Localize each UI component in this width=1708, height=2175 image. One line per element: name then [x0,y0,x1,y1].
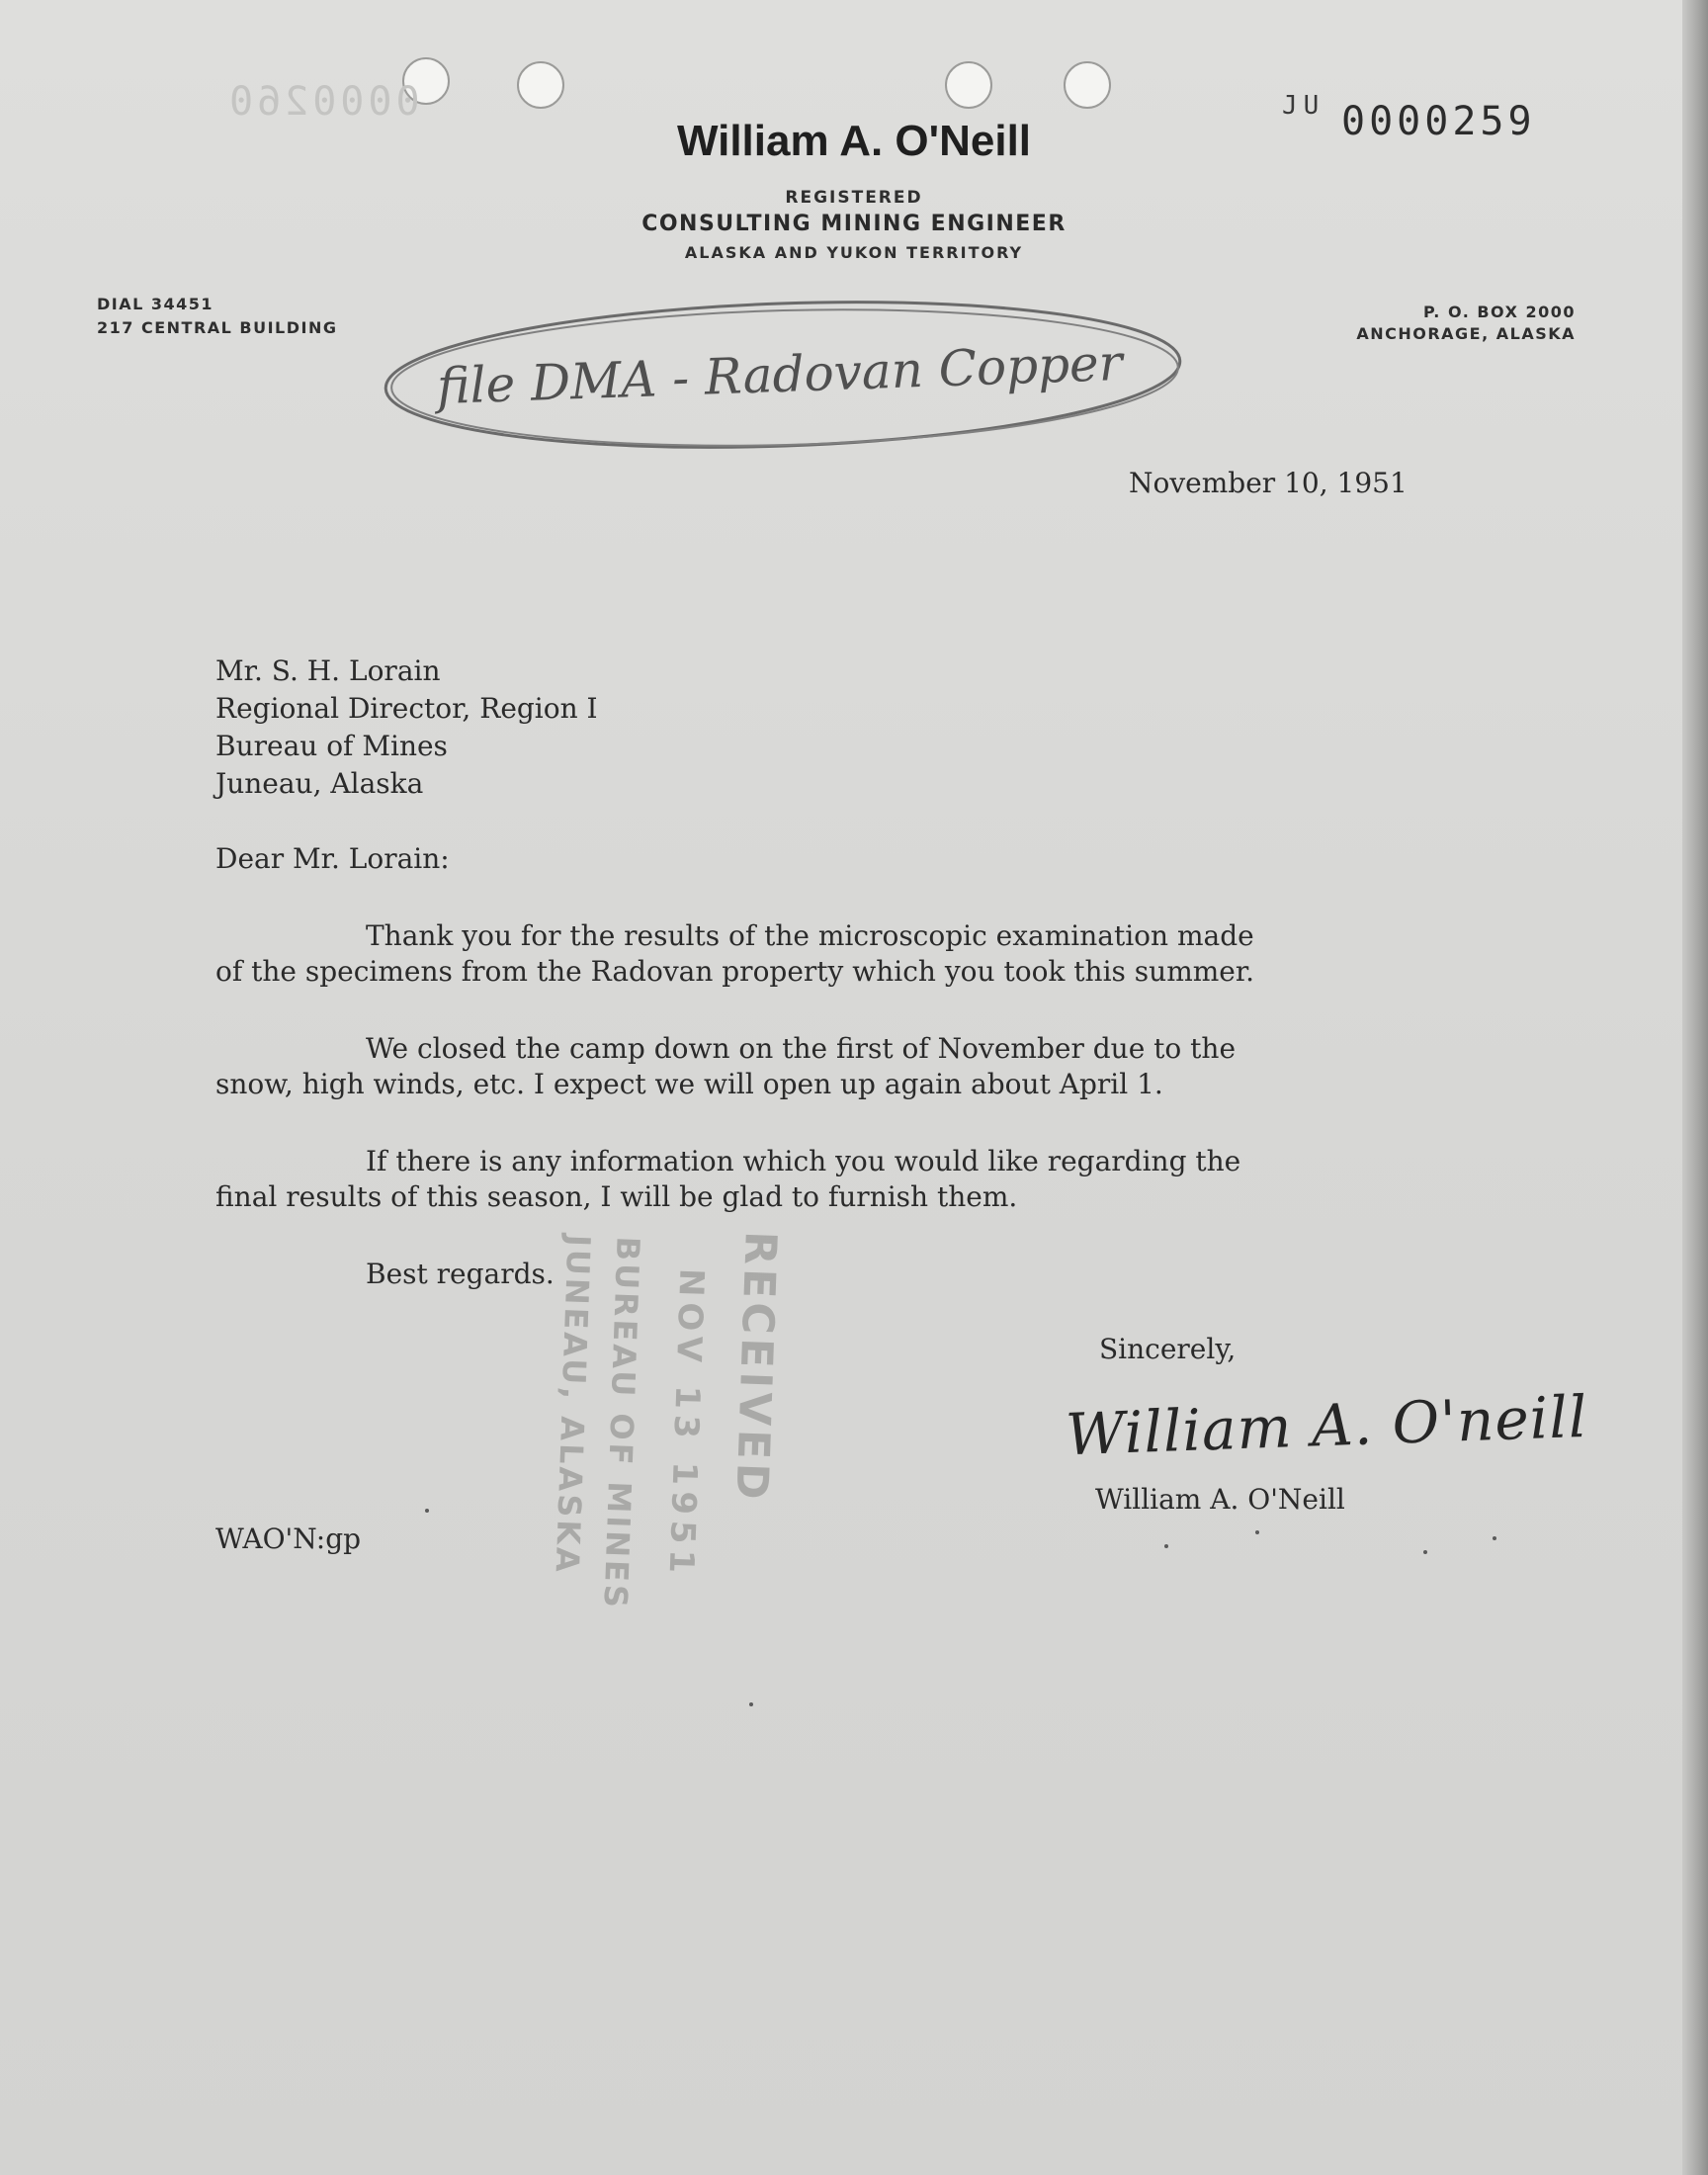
page-edge-shadow [1682,0,1708,2175]
paper-speck [1423,1550,1427,1554]
letterhead-po-box: P. O. BOX 2000 [1423,303,1576,321]
recipient-title: Regional Director, Region I [215,692,598,725]
letter-date: November 10, 1951 [1129,467,1408,499]
recipient-city: Juneau, Alaska [215,767,424,800]
file-note-text: file DMA - Radovan Copper [436,333,1124,416]
body-line: final results of this season, I will be glad to furnish them. [215,1180,1018,1213]
stamp-received: RECEIVED [726,1230,786,1505]
body-line: snow, high winds, etc. I expect we will open up again about April 1. [215,1068,1163,1100]
binder-hole [517,61,564,109]
paper-speck [1255,1530,1259,1534]
stamp-date: NOV 13 1951 [660,1267,712,1580]
handwritten-file-note [378,291,1188,459]
paper-speck [1493,1536,1496,1540]
letterhead-registered: REGISTERED [785,188,923,208]
sign-off: Sincerely, [1099,1333,1237,1365]
body-line: Thank you for the results of the microscopic examination made [366,919,1254,952]
stamp-bureau: BUREAU OF MINES [596,1236,647,1611]
recipient-name: Mr. S. H. Lorain [215,654,441,687]
paper-speck [749,1702,753,1706]
paper-speck [1164,1544,1168,1548]
closing-line: Best regards. [366,1258,555,1290]
recipient-organization: Bureau of Mines [215,730,448,762]
received-stamp [508,1193,816,1611]
letterhead-name: William A. O'Neill [676,117,1032,165]
binder-hole [1064,61,1111,109]
salutation: Dear Mr. Lorain: [215,842,450,875]
letterhead-title: CONSULTING MINING ENGINEER [641,212,1067,236]
signer-name: William A. O'Neill [1095,1483,1345,1516]
stamp-city: JUNEAU, ALASKA [548,1234,598,1576]
paper-speck [425,1509,429,1513]
document-number-prefix: JU [1282,91,1325,121]
letterhead-phone: DIAL 34451 [97,295,214,313]
document-number: 0000259 [1341,99,1536,144]
letterhead-region: ALASKA AND YUKON TERRITORY [684,243,1024,262]
reference-initials: WAO'N:gp [215,1522,362,1555]
body-line: We closed the camp down on the first of November due to the [366,1032,1237,1065]
letterhead-city: ANCHORAGE, ALASKA [1356,324,1576,343]
letterhead-office: 217 CENTRAL BUILDING [97,318,338,337]
bleed-through-number: 0000260 [225,79,420,125]
binder-hole [945,61,992,109]
body-line: of the specimens from the Radovan property which you took this summer. [215,955,1255,988]
handwritten-signature: William A. O'neill [1064,1382,1589,1469]
body-line: If there is any information which you would like regarding the [366,1145,1241,1177]
